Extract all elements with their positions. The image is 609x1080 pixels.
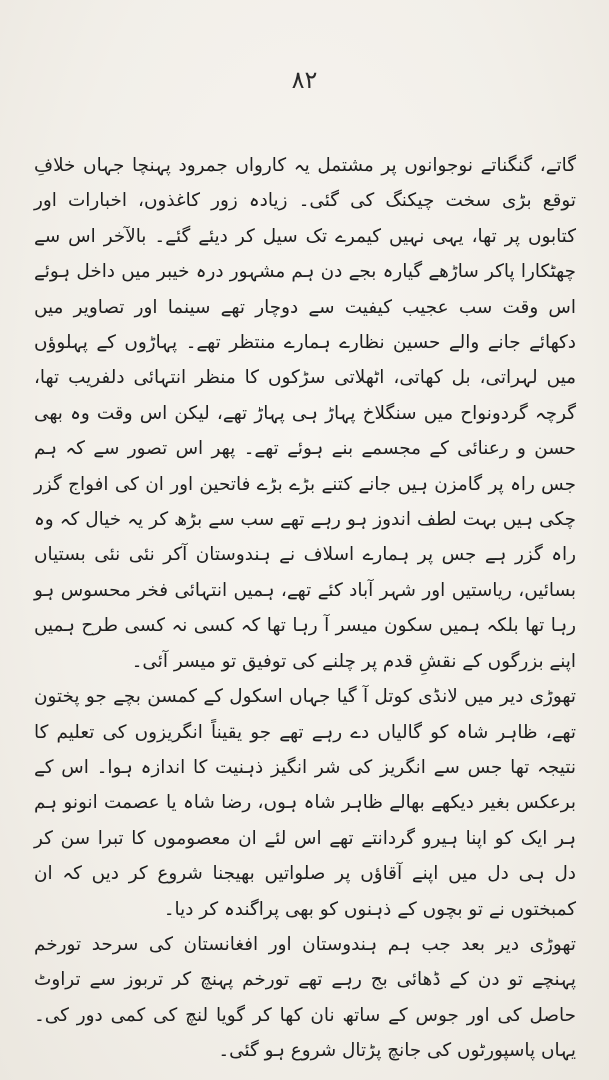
paragraph-3: تھوڑی دیر بعد جب ہم ہندوستان اور افغانستان کی سرحد تورخم پہنچے تو دن کے ڈھائی بج رہے تھے تورخم پہنچ کر تربوز سے تراوٹ حاصل کی اور جوس کے ساتھ نان کھا کر گویا لنچ کی کمی دور کی۔ یہاں پاسپورٹوں کی جانچ پڑتال شروع ہو گئی۔ — [34, 933, 576, 1062]
body-text — [34, 148, 576, 1069]
paragraph-1: گاتے، گنگناتے نوجوانوں پر مشتمل یہ کارواں جمرود پہنچا جہاں خلافِ توقع بڑی سخت چیکنگ کی گئی۔ زیادہ زور کاغذوں، اخبارات اور کتابوں پر تھا، یہی نہیں کیمرے تک سیل کر دیئے گئے۔ بالآخر اس سے چھٹکارا پاکر ساڑھے گیارہ بجے دن ہم مشہور درہ خیبر میں داخل ہوئے اس وقت سب عجیب کیفیت سے دوچار تھے سینما اور تصاویر میں دکھائے جانے والے حسین نظارے ہمارے منتظر تھے۔ پہاڑوں کے پہلوؤں میں لہراتی، بل کھاتی، اٹھلاتی سڑکوں کا منظر انتہائی دلفریب تھا، گرچہ گردونواح میں سنگلاخ پہاڑ ہی پہاڑ تھے، لیکن اس وقت وہ بھی حسن و رعنائی کے مجسمے بنے ہوئے تھے۔ پھر اس تصور سے کہ ہم جس راہ پر گامزن ہیں جانے کتنے بڑے بڑے فاتحین اور ان کی افواج گزر چکی ہیں بہت لطف اندوز ہو رہے تھے سب سے بڑھ کر یہ خیال کہ وہ راہ گزر ہے جس پر ہمارے اسلاف نے ہندوستان آکر نئی نئی بستیاں بسائیں، ریاستیں اور شہر آباد کئے تھے، ہمیں انتہائی فخر محسوس ہو رہا تھا بلکہ ہمیں سکون میسر آ رہا تھا کہ کسی نہ کسی طرح ہمیں اپنے بزرگوں کے نقشِ قدم پر چلنے کی توفیق تو میسر آئی۔ — [34, 155, 576, 672]
paragraph-2: تھوڑی دیر میں لانڈی کوتل آ گیا جہاں اسکول کے کمسن بچے جو پختون تھے، ظاہر شاہ کو گالیاں دے رہے تھے جو یقیناً انگریزوں کی تعلیم کا نتیجہ تھا جس سے انگریز کی شر انگیز ذہنیت کا اندازہ ہوا۔ اس کے برعکس بغیر دیکھے بھالے ظاہر شاہ ہوں، رضا شاہ یا عصمت انونو ہم ہر ایک کو اپنا ہیرو گردانتے تھے اس لئے ان معصوموں کا تبرا سن کر دل ہی دل میں اپنے آقاؤں پر صلواتیں بھیجنا شروع کر دیں کہ ان کمبختوں نے تو بچوں کے ذہنوں کو بھی پراگندہ کر دیا۔ — [34, 686, 576, 920]
page-number: ۸۲ — [291, 66, 318, 94]
